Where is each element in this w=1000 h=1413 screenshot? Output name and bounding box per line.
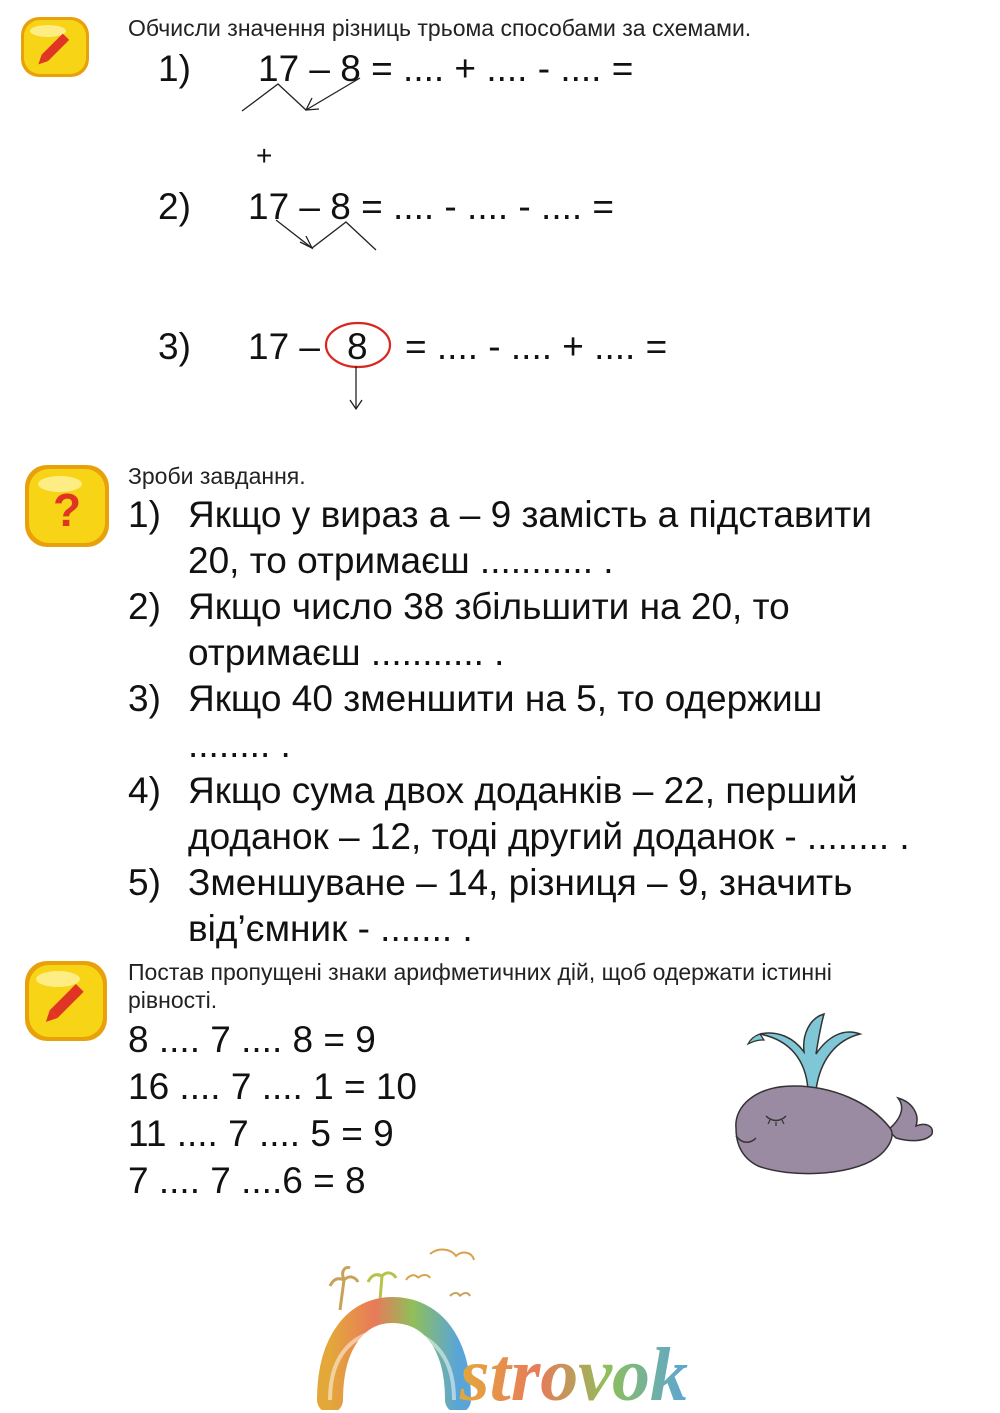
item1-sign: +	[256, 140, 273, 171]
section2-instruction: Зроби завдання.	[128, 463, 306, 489]
list-item	[128, 860, 988, 952]
task-number: 4)	[128, 770, 161, 811]
equation-item: 16 .... 7 .... 1 = 10	[128, 1066, 417, 1107]
question-icon	[22, 462, 112, 555]
task-number: 1)	[128, 494, 161, 535]
list-item	[128, 676, 988, 768]
down-arrow-icon	[346, 364, 366, 412]
equation-item: 8 .... 7 .... 8 = 9	[128, 1019, 376, 1060]
item1-number: 1)	[158, 48, 191, 89]
list-item	[128, 492, 988, 584]
item3-circled-number: 8	[347, 326, 368, 367]
task-list	[128, 492, 988, 952]
item2-scheme	[270, 214, 390, 254]
list-item	[128, 584, 988, 676]
item2-expression: 17 – 8 = .... - .... - .... =	[248, 186, 615, 227]
equation-item: 7 .... 7 ....6 = 8	[128, 1160, 366, 1201]
whale-illustration	[720, 1010, 940, 1190]
section3-instruction: Постав пропущені знаки арифметичних дій, щоб одержати істинні рівності.	[128, 959, 832, 1013]
task-text: Якщо сума двох доданків – 22, перший доданок – 12, тоді другий доданок - ........ .	[188, 770, 910, 857]
item3-expression-right: = .... - .... + .... =	[405, 326, 668, 367]
task-text: Якщо у вираз а – 9 замість а підставити 20, то отримаєш ........... .	[188, 494, 872, 581]
equation-item: 11 .... 7 .... 5 = 9	[128, 1113, 394, 1154]
svg-text:?: ?	[52, 484, 82, 536]
item1-expression: 17 – 8 = .... + .... - .... =	[258, 48, 634, 89]
task-text: Зменшуване – 14, різниця – 9, значить від’ємник - ....... .	[188, 862, 853, 949]
pencil-icon	[18, 14, 92, 85]
item3-number: 3)	[158, 326, 191, 367]
task-number: 3)	[128, 678, 161, 719]
task-text: Якщо 40 зменшити на 5, то одержиш ........ .	[188, 678, 823, 765]
item2-number: 2)	[158, 186, 191, 227]
svg-text:strovok: strovok	[460, 1333, 688, 1410]
section1-instruction: Обчисли значення різниць трьома способами за схемами.	[128, 15, 752, 41]
item1-scheme	[236, 74, 396, 134]
ostrovok-logo	[310, 1240, 750, 1410]
task-number: 2)	[128, 586, 161, 627]
list-item	[128, 768, 988, 860]
equation-list	[128, 1016, 417, 1204]
pencil-icon	[22, 958, 110, 1049]
item3-expression-left: 17 –	[248, 326, 321, 367]
task-text: Якщо число 38 збільшити на 20, то отримаєш ........... .	[188, 586, 790, 673]
task-number: 5)	[128, 862, 161, 903]
